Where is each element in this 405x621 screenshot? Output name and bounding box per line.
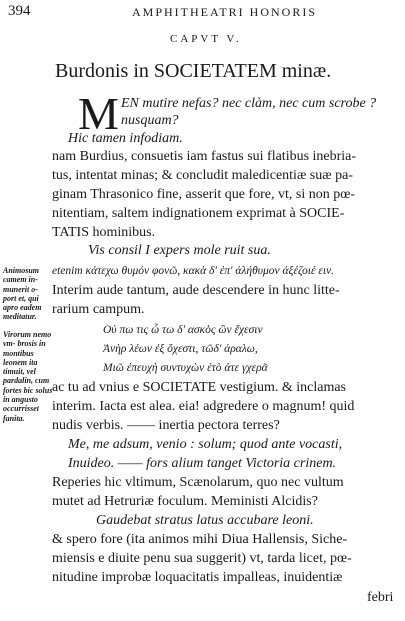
text-line: miensis e diuite penu sua suggerit) vt, tarda licet, pœ- <box>52 551 352 566</box>
text-line: Οὐ πω τις ὦ τω δ' ασκὸς ὢν ἔχεσιν <box>103 324 263 336</box>
running-header <box>8 3 400 23</box>
drop-capital: M <box>78 88 119 139</box>
marginal-note: Animosum camem in- munerit o- port et, qui apro eadem meditatur. <box>3 266 42 322</box>
text-line: Μιῶ ἐπευχὴ συντυχὼν ἐτὸ ἀτε γχερᾶ <box>103 362 268 374</box>
text-line: interim. Iacta est alea. eia! adgredere o magnum! quid <box>52 399 355 414</box>
text-line: Vis consil I expers mole ruit sua. <box>88 243 271 258</box>
text-line: ac tu ad vnius e SOCIETATE vestigium. & inclamas <box>52 380 346 395</box>
chapter-title: Burdonis in SOCIETATEM minæ. <box>55 60 332 82</box>
text-line: nitentiam, saltem indignationem exprimat à SOCIE- <box>52 206 345 221</box>
text-line: nitudine improbæ loquacitatis impalleas, inuidentiæ <box>52 570 343 585</box>
text-line: nudis verbis. —— inertia pectora terres? <box>52 418 280 433</box>
text-line: Inuideo. —— fors alium tanget Victoria crinem. <box>68 456 337 471</box>
text-line: Me, me adsum, venio : solum; quod ante vocasti, <box>68 437 343 452</box>
text-line: nam Burdius, consuetis iam fastus sui flatibus inebria- <box>52 149 357 164</box>
running-title: AMPHITHEATRI HONORIS <box>132 5 318 19</box>
text-line: Reperies hic vltimum, Scænolarum, quo nec vultum <box>52 475 344 490</box>
text-line: EN mutire nefas? nec clàm, nec cum scrobe ? <box>121 96 377 111</box>
text-line: Interim aude tantum, aude descendere in hunc litte- <box>52 283 340 298</box>
text-line: Ἀνὴρ λέων ἐξ ὄχεστι, τῶδ' ἀραλω, <box>103 343 258 355</box>
text-line: mutet ad Hetruriæ foculum. Meministi Alcidis? <box>52 494 318 509</box>
text-line: etenim κάτεχω θυμόν φονῶ, κακὰ δ' ἐπ' ἀλήθυμον ἀξέζοιέ ειν. <box>52 265 335 277</box>
text-line: TATIS hominibus. <box>52 225 156 240</box>
catchword: febri <box>367 590 394 605</box>
text-line: nusquam? <box>121 113 179 128</box>
text-line: rarium campum. <box>52 302 145 317</box>
text-line: Gaudebat stratus latus accubare leoni. <box>96 513 314 528</box>
marginal-note: Virorum nemo vm- brosis in montibus leonem ita timuit, vel pardalin, cum fortes bic solus in angusto occurrisset fanita. <box>3 330 53 423</box>
text-line: Hic tamen infodiam. <box>68 131 183 146</box>
chapter-number: CAPVT V. <box>170 33 242 45</box>
text-line: ginam Thrasonico fine, asserit que fore, vt, si non pœ- <box>52 187 356 202</box>
text-line: & spero fore (ita animos mihi Diua Hallensis, Siche- <box>52 532 348 547</box>
page-number: 394 <box>8 3 31 19</box>
text-line: tus, intentat minas; & concludit maledicentiæ suæ pa- <box>52 168 353 183</box>
